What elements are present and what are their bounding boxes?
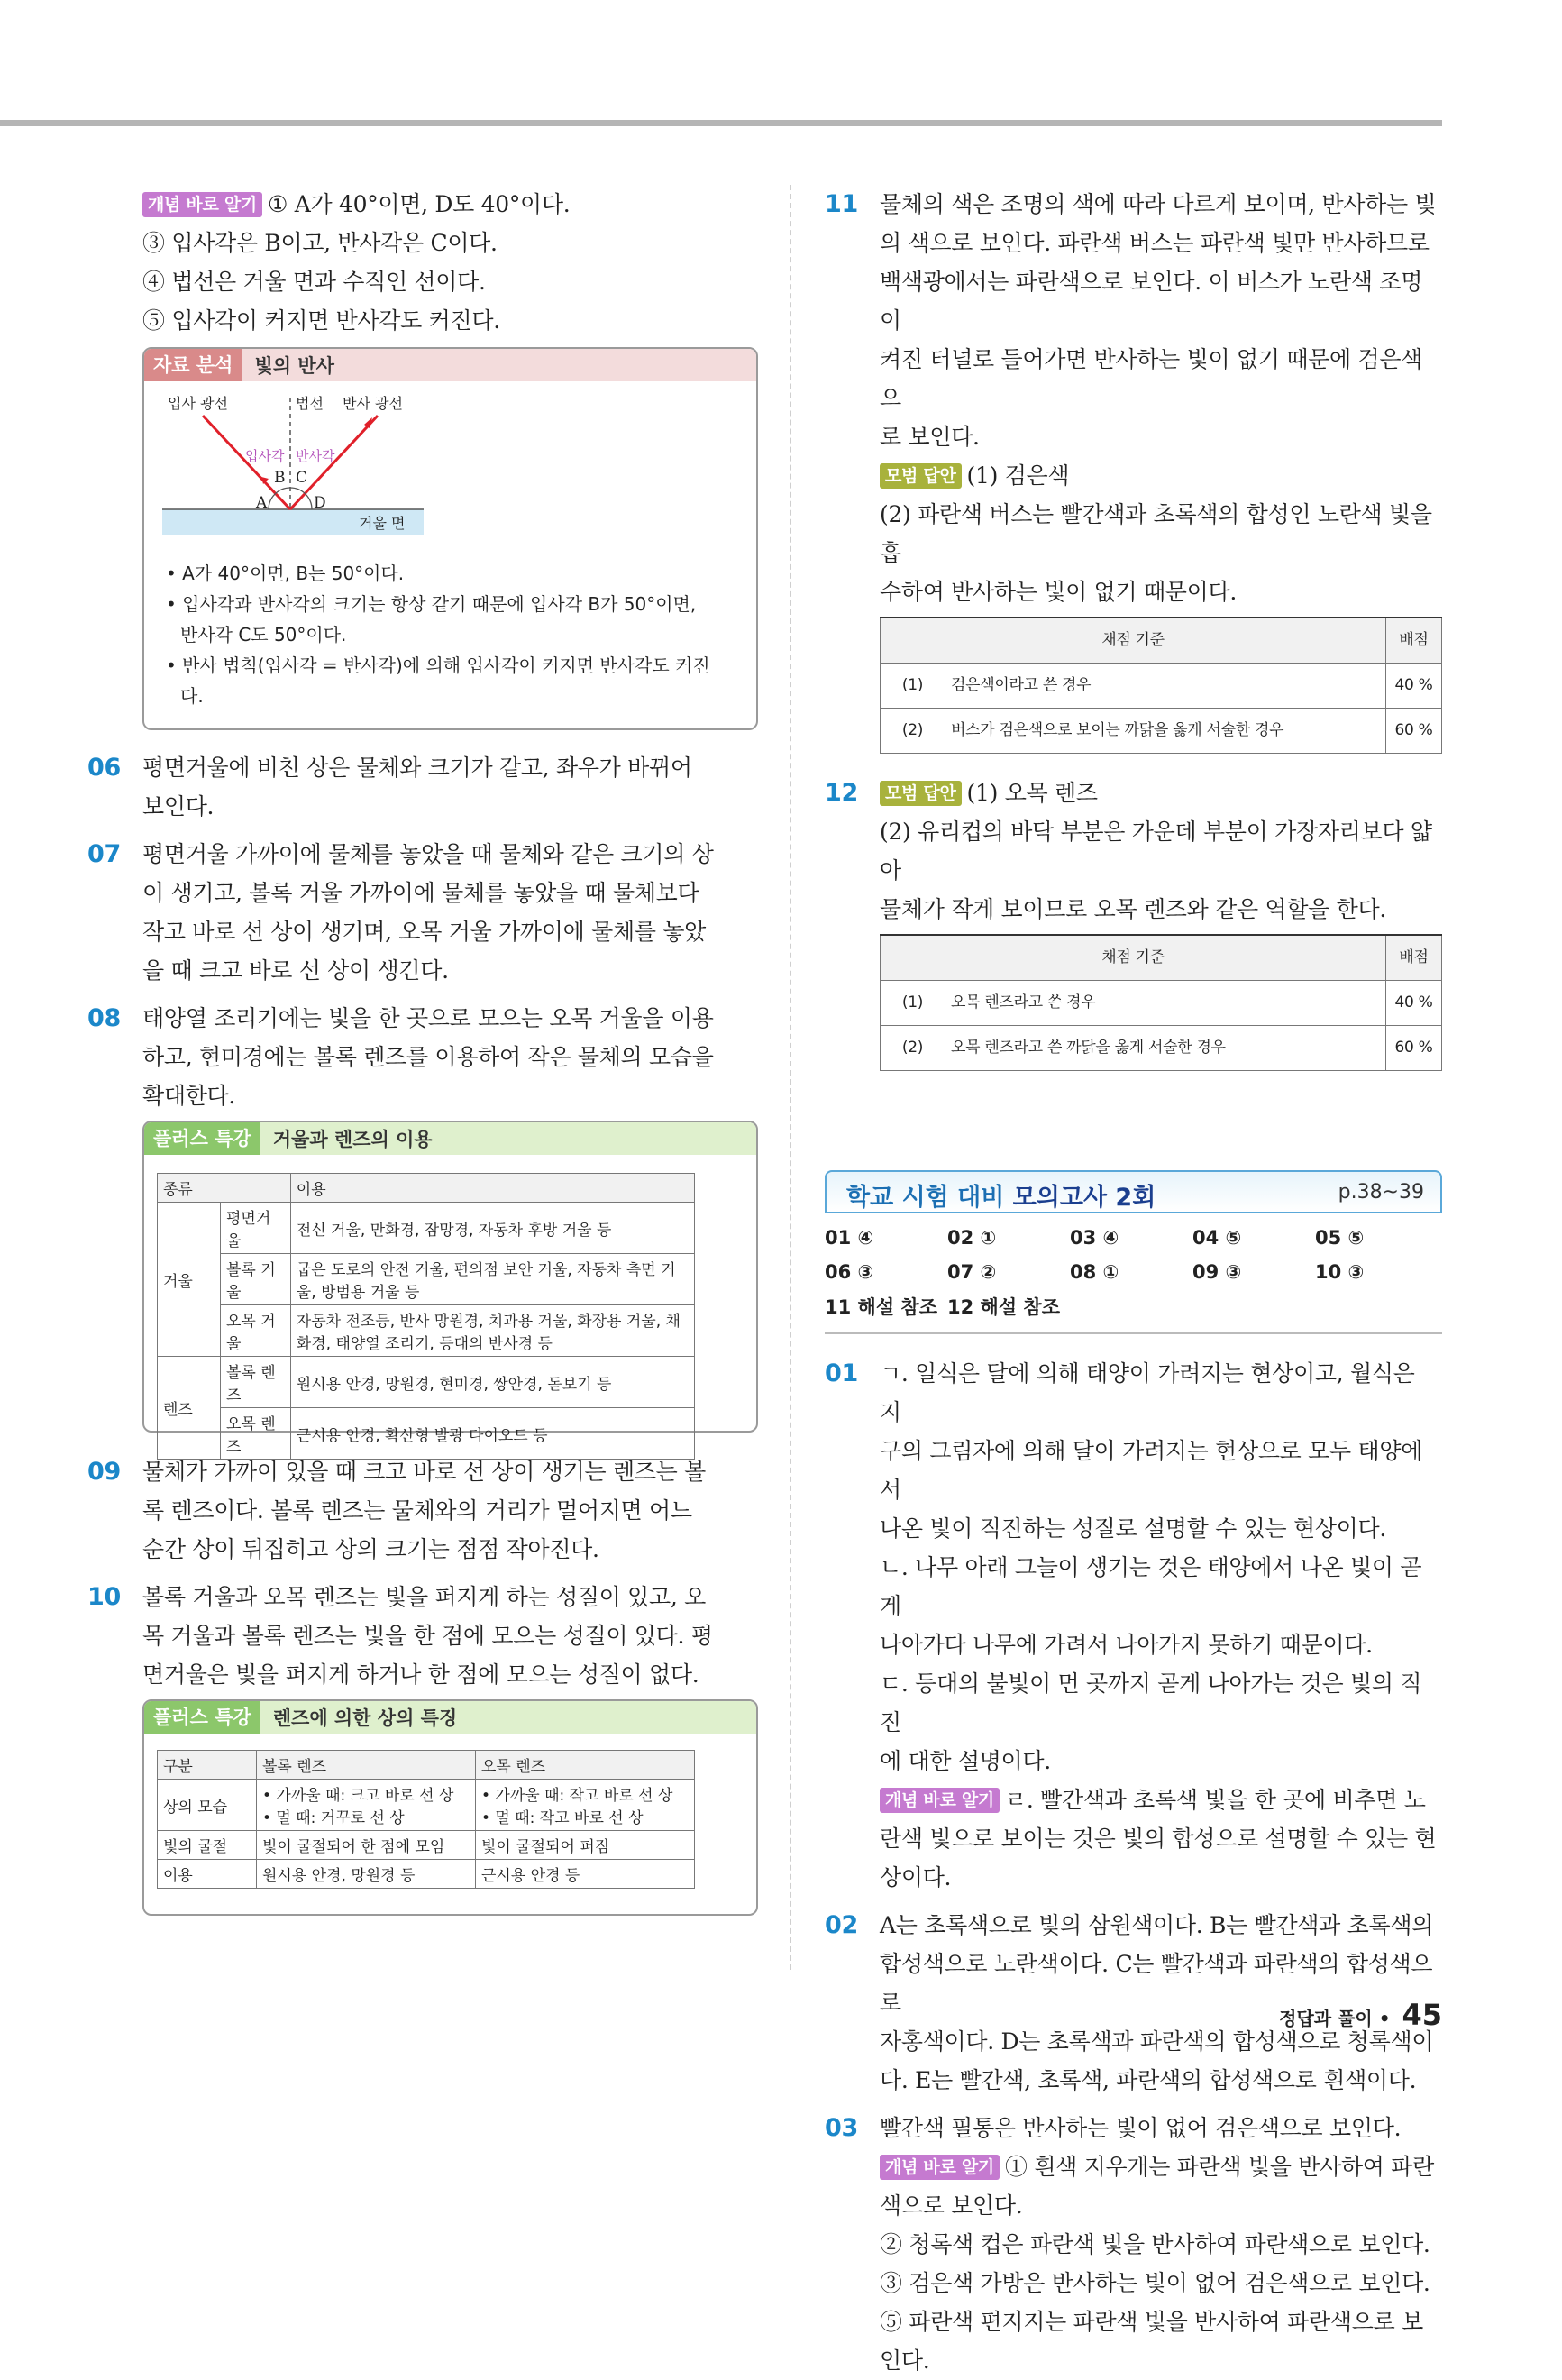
table-cell: 버스가 검은색으로 보이는 까닭을 옳게 서술한 경우 (945, 709, 1386, 754)
answer-row: 01 ④ 02 ① 03 ④ 04 ⑤ 05 ⑤ (825, 1227, 1365, 1249)
concept-tag: 개념 바로 알기 (142, 192, 262, 217)
table-header: 볼록 렌즈 (257, 1751, 476, 1780)
table-header: 배점 (1386, 618, 1442, 664)
angle-d-label: D (314, 494, 326, 512)
mock-exam-pages: p.38~39 (1338, 1181, 1424, 1204)
question-number: 02 (825, 1911, 858, 1939)
table-cell: 원시용 안경, 망원경 등 (257, 1860, 476, 1889)
answer-10: 10 볼록 거울과 오목 렌즈는 빛을 퍼지게 하는 성질이 있고, 오 목 거울과 볼록 렌즈는 빛을 한 점에 모으는 성질이 있다. 평 면거울은 빛을 퍼지게 하거나 한 점에 모으는 성질이 없다. (87, 1578, 758, 1694)
answer-08: 08 태양열 조리기에는 빛을 한 곳으로 모으는 오목 거울을 이용 하고, 현미경에는 볼록 렌즈를 이용하여 작은 물체의 모습을 확대한다. (87, 999, 758, 1115)
answer-06: 06 평면거울에 비친 상은 물체와 크기가 같고, 좌우가 바뀌어 보인다. (87, 748, 758, 826)
question-number: 01 (825, 1359, 858, 1387)
table-cell: 빛이 굴절되어 퍼짐 (476, 1831, 695, 1860)
grading-table-12 (880, 934, 1442, 1071)
page-number: 45 (1402, 1998, 1442, 2032)
column-divider (790, 185, 791, 1970)
question-number: 07 (87, 840, 121, 868)
box-title (144, 1701, 756, 1734)
angle-a-label: A (256, 494, 268, 512)
table-cell: 렌즈 (158, 1357, 221, 1460)
right-column (825, 185, 1442, 2380)
table-cell: • 가까울 때: 작고 바로 선 상 • 멀 때: 작고 바로 선 상 (476, 1780, 695, 1831)
concept-tag: 개념 바로 알기 (880, 2155, 1000, 2180)
mirror-lens-use-box (142, 1121, 758, 1456)
bullet-item: • 반사 법칙(입사각 = 반사각)에 의해 입사각이 커지면 반사각도 커진다. (166, 654, 710, 707)
table-cell: 60 % (1386, 709, 1442, 754)
table-cell: 굽은 도로의 안전 거울, 편의점 보안 거울, 자동차 측면 거울, 방범용 거울 등 (290, 1254, 694, 1305)
explanation-03: 03 빨간색 필통은 반사하는 빛이 없어 검은색으로 보인다. 개념 바로 알기 ① 흰색 지우개는 파란색 빛을 반사하여 파란 색으로 보인다. ② 청록색 컵은 파란색 빛을 반사하여 파란색으로 보인다. ③ 검은색 가방은 반사하는 빛이 없어 검은색으로 보인다. ⑤ 파란색 편지지는 파란색 빛을 반사하여 파란색으로 보 인다. (825, 2109, 1442, 2380)
analysis-bullets (162, 558, 712, 711)
question-number: 11 (825, 190, 858, 218)
concept-tag: 개념 바로 알기 (880, 1788, 1000, 1813)
table-cell: 거울 (158, 1203, 221, 1357)
table-cell: (1) (881, 981, 945, 1026)
table-cell: 오목 거울 (221, 1305, 291, 1357)
answer-11: 11 물체의 색은 조명의 색에 따라 다르게 보이며, 반사하는 빛 의 색으로 보인다. 파란색 버스는 파란색 빛만 반사하므로 백색광에서는 파란색으로 보인다. 이 버스가 노란색 조명이 켜진 터널로 들어가면 반사하는 빛이 없기 때문에 검은색으 로 보인다. 모범 답안 (1) 검은색 (2) 파란색 버스는 빨간색과 초록색의 합성인 노란색 빛을 흡 수하여 반사하는 빛이 없기 때문이다. 채점 기준 배점 (1) 검은색이라고 쓴 경우 40 % (2) 버스가 검은색으로 보이는 까닭을 옳게 서술한 경우 60 % (825, 185, 1442, 754)
answer-row: 06 ③ 07 ② 08 ① 09 ③ 10 ③ (825, 1261, 1365, 1283)
table-header: 이용 (290, 1174, 694, 1203)
mirror-label: 거울 면 (359, 515, 406, 532)
box-title (144, 1122, 756, 1155)
answer-key (825, 1221, 1442, 1334)
mock-exam-title: 학교 시험 대비 모의고사 2회 (846, 1184, 1156, 1212)
table-header: 구분 (158, 1751, 257, 1780)
table-header: 채점 기준 (881, 618, 1386, 664)
table-cell: 근시용 안경, 확산형 발광 다이오드 등 (290, 1408, 694, 1460)
reflected-ray-label: 반사 광선 (343, 395, 403, 412)
answer-09: 09 물체가 가까이 있을 때 크고 바로 선 상이 생기는 렌즈는 볼 록 렌즈이다. 볼록 렌즈는 물체와의 거리가 멀어지면 어느 순간 상이 뒤집히고 상의 크기는 점점 작아진다. (87, 1452, 758, 1569)
table-cell: 오목 렌즈 (221, 1408, 291, 1460)
table-cell: (1) (881, 664, 945, 709)
question-number: 10 (87, 1583, 121, 1611)
table-cell: 빛의 굴절 (158, 1831, 257, 1860)
intro-block (142, 185, 758, 340)
question-number: 03 (825, 2114, 858, 2142)
question-number: 08 (87, 1004, 121, 1032)
model-answer-tag: 모범 답안 (880, 463, 962, 489)
box-label: 자료 분석 (144, 349, 242, 381)
angle-c-label: C (296, 469, 308, 487)
box-label: 플러스 특강 (144, 1122, 260, 1155)
box-title (144, 349, 756, 381)
explanation-01: 01 ㄱ. 일식은 달에 의해 태양이 가려지는 현상이고, 월식은 지 구의 그림자에 의해 달이 가려지는 현상으로 모두 태양에서 나온 빛이 직진하는 성질로 설명할 수 있는 현상이다. ㄴ. 나무 아래 그늘이 생기는 것은 태양에서 나온 빛이 곧게 나아가다 나무에 가려서 나아가지 못하기 때문이다. ㄷ. 등대의 불빛이 먼 곳까지 곧게 나아가는 것은 빛의 직진 에 대한 설명이다. 개념 바로 알기 ㄹ. 빨간색과 초록색 빛을 한 곳에 비추면 노 란색 빛으로 보이는 것은 빛의 합성으로 설명할 수 있는 현 상이다. (825, 1354, 1442, 1897)
explanation-02: 02 A는 초록색으로 빛의 삼원색이다. B는 빨간색과 초록색의 합성색으로 노란색이다. C는 빨간색과 파란색의 합성색으로 자홍색이다. D는 초록색과 파란색의 합성색으로 청록색이 다. E는 빨간색, 초록색, 파란색의 합성색으로 흰색이다. (825, 1906, 1442, 2100)
mock-exam-section (825, 1170, 1442, 1334)
intro-line: ④ 법선은 거울 면과 수직인 선이다. (142, 269, 486, 295)
question-number: 09 (87, 1458, 121, 1486)
table-cell: 검은색이라고 쓴 경우 (945, 664, 1386, 709)
answer-07: 07 평면거울 가까이에 물체를 놓았을 때 물체와 같은 크기의 상 이 생기고, 볼록 거울 가까이에 물체를 놓았을 때 물체보다 작고 바로 선 상이 생기며, 오목 거울 가까이에 물체를 놓았 을 때 크고 바로 선 상이 생긴다. (87, 835, 758, 990)
table-cell: 근시용 안경 등 (476, 1860, 695, 1889)
table-cell: 자동차 전조등, 반사 망원경, 치과용 거울, 화장용 거울, 채화경, 태양열 조리기, 등대의 반사경 등 (290, 1305, 694, 1357)
footer-label: 정답과 풀이 (1279, 2008, 1373, 2029)
model-answer-tag: 모범 답안 (880, 781, 962, 806)
intro-line: ③ 입사각은 B이고, 반사각은 C이다. (142, 230, 498, 256)
reflection-analysis-box (142, 347, 758, 730)
table-header: 오목 렌즈 (476, 1751, 695, 1780)
footer-dot: • (1378, 2008, 1391, 2029)
table-header: 배점 (1386, 935, 1442, 981)
intro-line: ⑤ 입사각이 커지면 반사각도 커진다. (142, 307, 500, 334)
answer-12: 12 모범 답안 (1) 오목 렌즈 (2) 유리컵의 바닥 부분은 가운데 부분이 가장자리보다 얇아 물체가 작게 보이므로 오목 렌즈와 같은 역할을 한다. 채점 기준 배점 (1) 오목 렌즈라고 쓴 경우 40 % (2) 오목 렌즈라고 쓴 까닭을 옳게 서술한 경우 60 % (825, 774, 1442, 1071)
page-footer (1279, 1998, 1442, 2032)
intro-line: ① A가 40°이면, D도 40°이다. (267, 191, 571, 217)
incident-ray-label: 입사 광선 (168, 395, 228, 412)
table-cell: 원시용 안경, 망원경, 현미경, 쌍안경, 돋보기 등 (290, 1357, 694, 1408)
box-heading: 빛의 반사 (254, 355, 334, 377)
reflection-diagram (162, 389, 541, 551)
left-column (87, 185, 758, 1916)
lens-image-box (142, 1699, 758, 1916)
box-label: 플러스 특강 (144, 1701, 260, 1734)
table-cell: 오목 렌즈라고 쓴 경우 (945, 981, 1386, 1026)
table-cell: (2) (881, 709, 945, 754)
table-cell: 40 % (1386, 664, 1442, 709)
normal-label: 법선 (296, 395, 324, 412)
angle-b-label: B (274, 469, 286, 487)
table-cell: 전신 거울, 만화경, 잠망경, 자동차 후방 거울 등 (290, 1203, 694, 1254)
box-heading: 렌즈에 의한 상의 특징 (272, 1707, 458, 1729)
table-cell: 상의 모습 (158, 1780, 257, 1831)
table-cell: 오목 렌즈라고 쓴 까닭을 옳게 서술한 경우 (945, 1026, 1386, 1071)
table-cell: 40 % (1386, 981, 1442, 1026)
table-header: 종류 (158, 1174, 291, 1203)
table-cell: • 가까울 때: 크고 바로 선 상 • 멀 때: 거꾸로 선 상 (257, 1780, 476, 1831)
question-number: 12 (825, 779, 858, 807)
bullet-item: • A가 40°이면, B는 50°이다. (166, 563, 405, 584)
lens-image-table (157, 1750, 695, 1889)
top-rule (0, 120, 1442, 126)
question-number: 06 (87, 754, 121, 782)
table-cell: 빛이 굴절되어 한 점에 모임 (257, 1831, 476, 1860)
table-cell: 볼록 거울 (221, 1254, 291, 1305)
mock-exam-header (825, 1170, 1442, 1213)
table-cell: 이용 (158, 1860, 257, 1889)
bullet-item: • 입사각과 반사각의 크기는 항상 같기 때문에 입사각 B가 50°이면, 반사각 C도 50°이다. (166, 593, 697, 645)
reflection-angle-label: 반사각 (296, 448, 335, 464)
table-cell: (2) (881, 1026, 945, 1071)
mirror-lens-table (157, 1173, 695, 1460)
table-cell: 평면거울 (221, 1203, 291, 1254)
table-header: 채점 기준 (881, 935, 1386, 981)
table-cell: 60 % (1386, 1026, 1442, 1071)
answer-row: 11 해설 참조 12 해설 참조 (825, 1296, 1060, 1318)
table-cell: 볼록 렌즈 (221, 1357, 291, 1408)
incidence-angle-label: 입사각 (245, 448, 285, 464)
box-heading: 거울과 렌즈의 이용 (272, 1129, 433, 1150)
grading-table-11 (880, 617, 1442, 754)
